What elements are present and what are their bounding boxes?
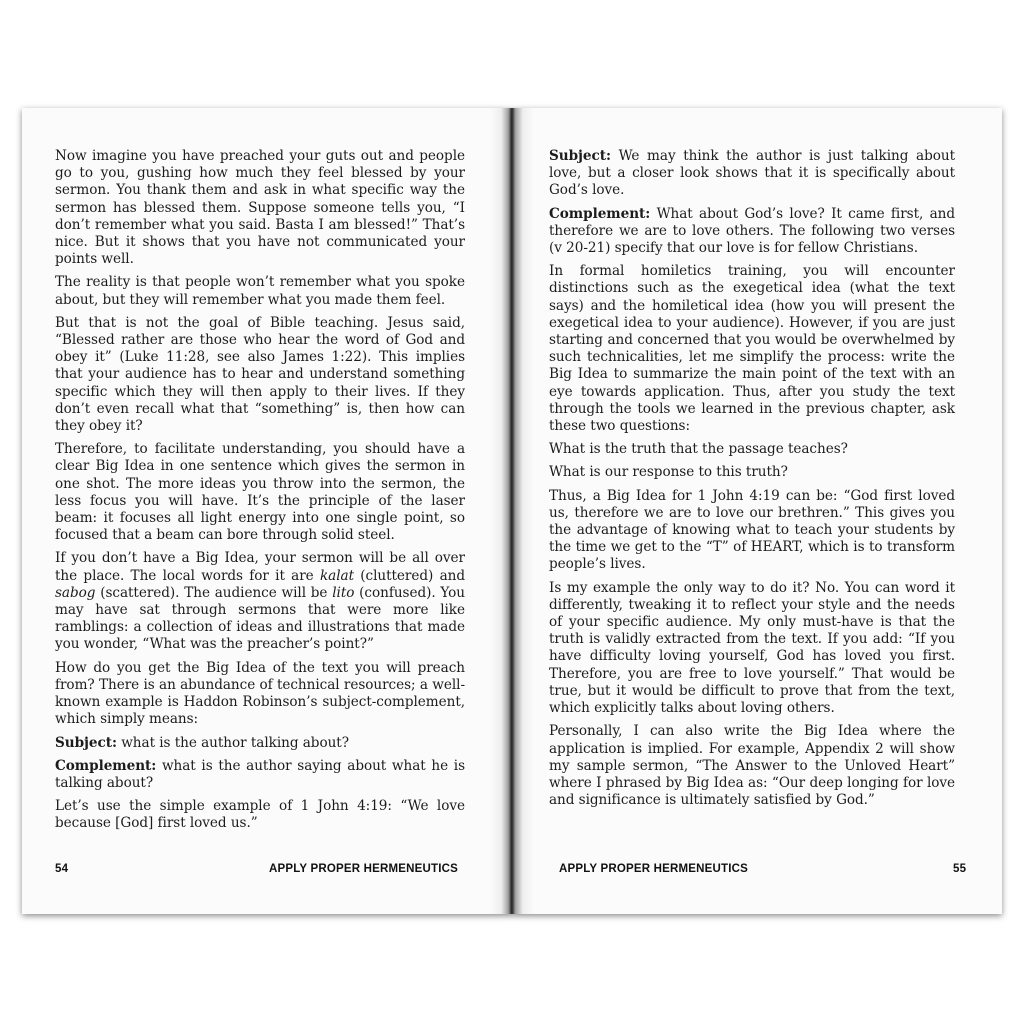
- paragraph-label: Subject:: [549, 148, 611, 164]
- paragraph-text: The reality is that people won’t remember what you spoke about, but they will remember what you made them feel.: [55, 274, 465, 308]
- left-running-head: APPLY PROPER HERMENEUTICS: [269, 863, 459, 875]
- book-spread: [22, 108, 1002, 914]
- paragraph: [55, 441, 465, 544]
- paragraph-label: Subject:: [55, 734, 117, 751]
- paragraph-text: Personally, I can also write the Big Idea where the application is implied. For example, Appendix 2 will show my sample sermon, “The Answer to the Unloved Heart” where I phrased by Big Idea as: “Our deep longing for love and significance is ultimately satisfied by God.”: [549, 723, 955, 809]
- paragraph-text: Is my example the only way to do it? No. You can word it differently, tweaking it to reflect your style and the needs of your specific audience. My only must-have is that the truth is validly extracted from the text. If you add: “If you have difficulty loving yourself, God has loved you first. Therefore, you are free to love yourself.” That would be true, but it would be difficult to prove that from the text, which explicitly talks about loving others.: [549, 579, 955, 717]
- paragraph: [55, 735, 465, 752]
- paragraph-text: If you don’t have a Big Idea, your sermon will be all over the place. The local words for it are: [55, 550, 465, 584]
- paragraph-text: We may think the author is just talking about love, but a closer look shows that it is specifically about God’s love.: [549, 148, 955, 199]
- paragraph: [549, 464, 955, 481]
- right-page: [512, 108, 1002, 914]
- paragraph-text: Let’s use the simple example of 1 John 4:19: “We love because [God] first loved us.”: [55, 798, 465, 832]
- paragraph-text: What is our response to this truth?: [549, 464, 788, 481]
- paragraph: [55, 660, 465, 729]
- paragraph-text: But that is not the goal of Bible teaching. Jesus said, “Blessed rather are those who hear the word of God and obey it” (Luke 11:28, see also James 1:22). This implies that your audience has to hear and understand something specific which they will then apply to their lives. If they don’t even recall what that “something” is, then how can they obey it?: [55, 314, 465, 435]
- paragraph-text: what is the author talking about?: [116, 734, 349, 751]
- paragraph: [549, 723, 955, 809]
- right-page-number: 55: [953, 863, 967, 875]
- paragraph-text: (confused). You may have sat through sermons that were more like ramblings: a collection of ideas and illustrations that made you wonder, “What was the preacher’s point?”: [55, 584, 465, 653]
- left-page-body: [55, 148, 465, 839]
- paragraph: [55, 550, 465, 653]
- paragraph: [549, 488, 955, 574]
- paragraph: [55, 758, 465, 792]
- paragraph: [549, 441, 955, 458]
- left-page: [22, 108, 512, 914]
- paragraph-text: (cluttered) and: [353, 567, 465, 584]
- right-page-body: [549, 148, 955, 815]
- paragraph: [55, 315, 465, 435]
- italic-term: kalat: [319, 567, 354, 584]
- paragraph-label: Complement:: [549, 205, 651, 222]
- paragraph: [549, 263, 955, 435]
- paragraph-text: How do you get the Big Idea of the text you will preach from? There is an abundance of technical resources; a well-known example is Haddon Robinson’s subject-complement, which simply means:: [55, 659, 465, 728]
- paragraph-text: (scattered). The audience will be: [95, 584, 333, 601]
- paragraph: [549, 580, 955, 718]
- paragraph-text: what is the author saying about what he is talking about?: [55, 757, 465, 791]
- paragraph-text: What about God’s love? It came first, and therefore we are to love others. The following two verses (v 20-21) specify that our love is for fellow Christians.: [549, 205, 955, 257]
- left-page-number: 54: [55, 863, 69, 875]
- paragraph-text: Therefore, to facilitate understanding, you should have a clear Big Idea in one sentence which gives the sermon in one shot. The more ideas you throw into the sermon, the less focus you will have. It’s the principle of the laser beam: it focuses all light energy into one single point, so focused that a beam can bore through solid steel.: [55, 441, 465, 544]
- paragraph-label: Complement:: [55, 757, 157, 774]
- paragraph-text: Thus, a Big Idea for 1 John 4:19 can be: “God first loved us, therefore we are to love our brethren.” This gives you the advantage of knowing what to teach your students by the time we get to the “T” of HEART, which is to transform people’s lives.: [549, 487, 955, 573]
- italic-term: sabog: [55, 584, 96, 601]
- paragraph: [55, 798, 465, 832]
- paragraph: [55, 274, 465, 308]
- paragraph: [55, 148, 465, 268]
- paragraph-text: What is the truth that the passage teaches?: [549, 441, 848, 458]
- right-running-head: APPLY PROPER HERMENEUTICS: [559, 863, 749, 875]
- paragraph: [549, 206, 955, 258]
- paragraph-text: In formal homiletics training, you will encounter distinctions such as the exegetical idea (what the text says) and the homiletical idea (how you will present the exegetical idea to your audience). However, if you are just starting and concerned that you would be overwhelmed by such technicalities, let me simplify the process: write the Big Idea to summarize the main point of the text with an eye towards application. Thus, after you study the text through the tools we learned in the previous chapter, ask these two questions:: [549, 263, 955, 435]
- paragraph-text: Now imagine you have preached your guts out and people go to you, gushing how much they feel blessed by your sermon. You thank them and ask in what specific way the sermon has blessed them. Suppose someone tells you, “I don’t remember what you said. Basta I am blessed!” That’s nice. But it shows that you have not communicated your points well.: [55, 148, 465, 268]
- paragraph: [549, 148, 955, 200]
- italic-term: lito: [332, 584, 355, 601]
